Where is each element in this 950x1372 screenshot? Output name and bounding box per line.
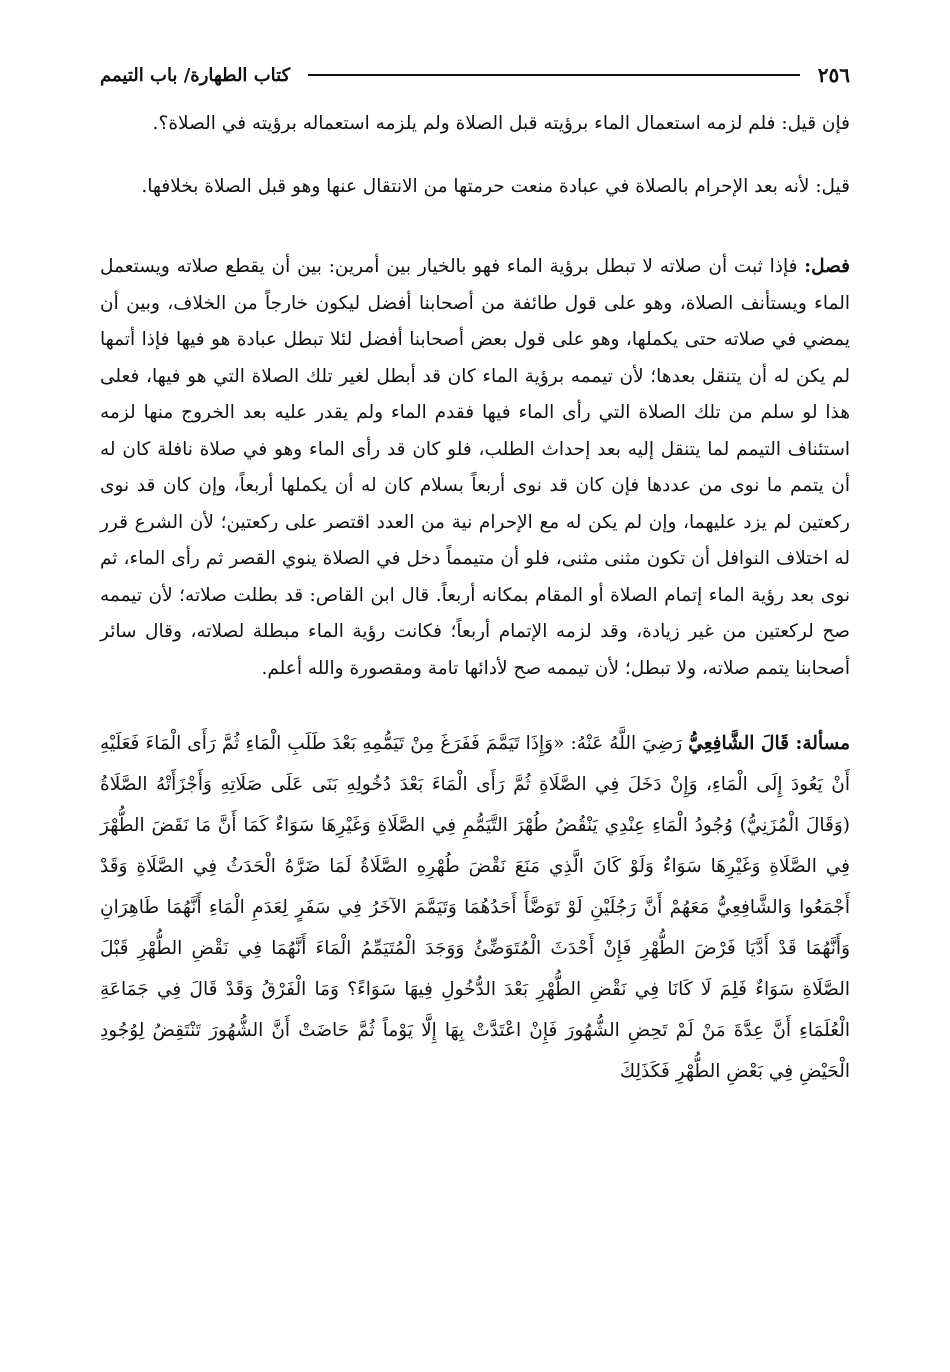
issue-label: مسألة: قَالَ الشَّافِعِيُّ [688, 733, 850, 754]
header-rule [308, 74, 800, 76]
paragraph-section [100, 249, 850, 687]
paragraph-text: قيل: لأنه بعد الإحرام بالصلاة في عبادة منعت حرمتها من الانتقال عنها وهو قبل الصلاة بخلافها. [141, 175, 850, 197]
paragraph-text: فإن قيل: فلم لزمه استعمال الماء برؤيته قبل الصلاة ولم يلزمه استعماله برؤيته في الصلاة؟. [152, 113, 850, 134]
paragraph-text: فإذا ثبت أن صلاته لا تبطل برؤية الماء فهو بالخيار بين أمرين: بين أن يقطع صلاته ويستعمل الماء ويستأنف الصلاة، وهو على قول طائفة من أصحابنا أفضل ليكون خارجاً من الخلاف، وبين أن يمضي في صلاته حتى يكملها، وهو على قول بعض أصحابنا أفضل لئلا تبطل عبادة هو فيها فإذا أتمها لم يكن له أن يتنقل بعدها؛ لأن تيممه برؤية الماء كان قد أبطل لغير تلك الصلاة التي هو فيها، فعلى هذا لو سلم من تلك الصلاة التي رأى الماء فيها فقدم الماء ولم يقدر عليه بعد الخروج منها لزمه استئناف التيمم لما يتنقل إليه بعد إحداث الطلب، فلو كان قد رأى الماء وهو في صلاة نافلة كان له أن يتمم ما نوى من عددها فإن كان قد نوى أربعاً بسلام كان له أن يكملها أربعاً، وإن كان قد نوى ركعتين لم يزد عليهما، وإن لم يكن له مع الإحرام نية من العدد اقتصر على ركعتين؛ لأن الشرع قرر له اختلاف النوافل أن تكون مثنى مثنى، فلو أن متيمماً دخل في الصلاة ينوي القصر ثم رأى الماء، ثم نوى بعد رؤية الماء إتمام الصلاة أو المقام بمكانه أربعاً. قال ابن القاص: قد بطلت صلاته؛ لأن تيممه صح لركعتين من غير زيادة، وقد لزمه الإتمام أربعاً؛ فكانت رؤية الماء مبطلة لصلاته، وقال سائر أصحابنا يتمم صلاته، ولا تبطل؛ لأن تيممه صح لأدائها تامة ومقصورة والله أعلم. [100, 256, 850, 679]
paragraph-reply [100, 169, 850, 206]
page-number: ٢٥٦ [817, 63, 850, 87]
paragraph-objection [100, 106, 850, 143]
paragraph-text: رَضِيَ اللَّهُ عَنْهُ: «وَإِذَا تَيَمَّمَ فَفَرَغَ مِنْ تَيَمُّمِهِ بَعْدَ طَلَبِ الْمَاءِ ثُمَّ رَأَى الْمَاءَ فَعَلَيْهِ أَنْ يَعُودَ إِلَى الْمَاءِ، وَإِنْ دَخَلَ فِي الصَّلَاةِ ثُمَّ رَأَى الْمَاءَ بَعْدَ دُخُولِهِ بَنَى عَلَى صَلَاتِهِ وَأَجْزَأَتْهُ الصَّلَاةُ (وَقَالَ الْمُزَنِيُّ) وُجُودُ الْمَاءِ عِنْدِي يَنْقُضُ طُهْرَ التَّيَمُّمِ فِي الصَّلَاةِ وَغَيْرِهَا سَوَاءٌ كَمَا أَنَّ مَا نَقَضَ الطُّهْرَ فِي الصَّلَاةِ وَغَيْرِهَا سَوَاءٌ وَلَوْ كَانَ الَّذِي مَنَعَ نَقْضَ طُهْرِهِ الصَّلَاةُ لَمَا ضَرَّهُ الْحَدَثُ فِي الصَّلَاةِ وَقَدْ أَجْمَعُوا وَالشَّافِعِيُّ مَعَهُمْ أَنَّ رَجُلَيْنِ لَوْ تَوَضَّأَ أَحَدُهُمَا وَتَيَمَّمَ الآخَرُ فِي سَفَرٍ لِعَدَمِ الْمَاءِ أَنَّهُمَا طَاهِرَانِ وَأَنَّهُمَا قَدْ أَدَّيَا فَرْضَ الطُّهْرِ فَإِنْ أَحْدَثَ الْمُتَوَضِّئُ وَوَجَدَ الْمُتَيَمِّمُ الْمَاءَ أَنَّهُمَا فِي نَقْضِ الطُّهْرِ قَبْلَ الصَّلَاةِ سَوَاءٌ فَلِمَ لَا كَانَا فِي نَقْضِ الطُّهْرِ بَعْدَ الدُّخُولِ فِيهَا سَوَاءً؟ وَمَا الْفَرْقُ وَقَدْ قَالَ فِي جَمَاعَةِ الْعُلَمَاءِ أَنَّ عِدَّةَ مَنْ لَمْ تَحِضِ الشُّهُورَ فَإِنْ اعْتَدَّتْ بِهَا إِلَّا يَوْماً ثُمَّ حَاضَتْ أَنَّ الشُّهُورَ تَنْتَقِضُ لِوُجُودِ الْحَيْضِ فِي بَعْضِ الطُّهْرِ فَكَذَلِكَ [100, 733, 850, 1082]
paragraph-issue [100, 723, 850, 1092]
running-header [100, 60, 850, 90]
book-chapter-title: كتاب الطهارة/ باب التيمم [100, 64, 291, 86]
section-label: فصل: [804, 256, 850, 277]
